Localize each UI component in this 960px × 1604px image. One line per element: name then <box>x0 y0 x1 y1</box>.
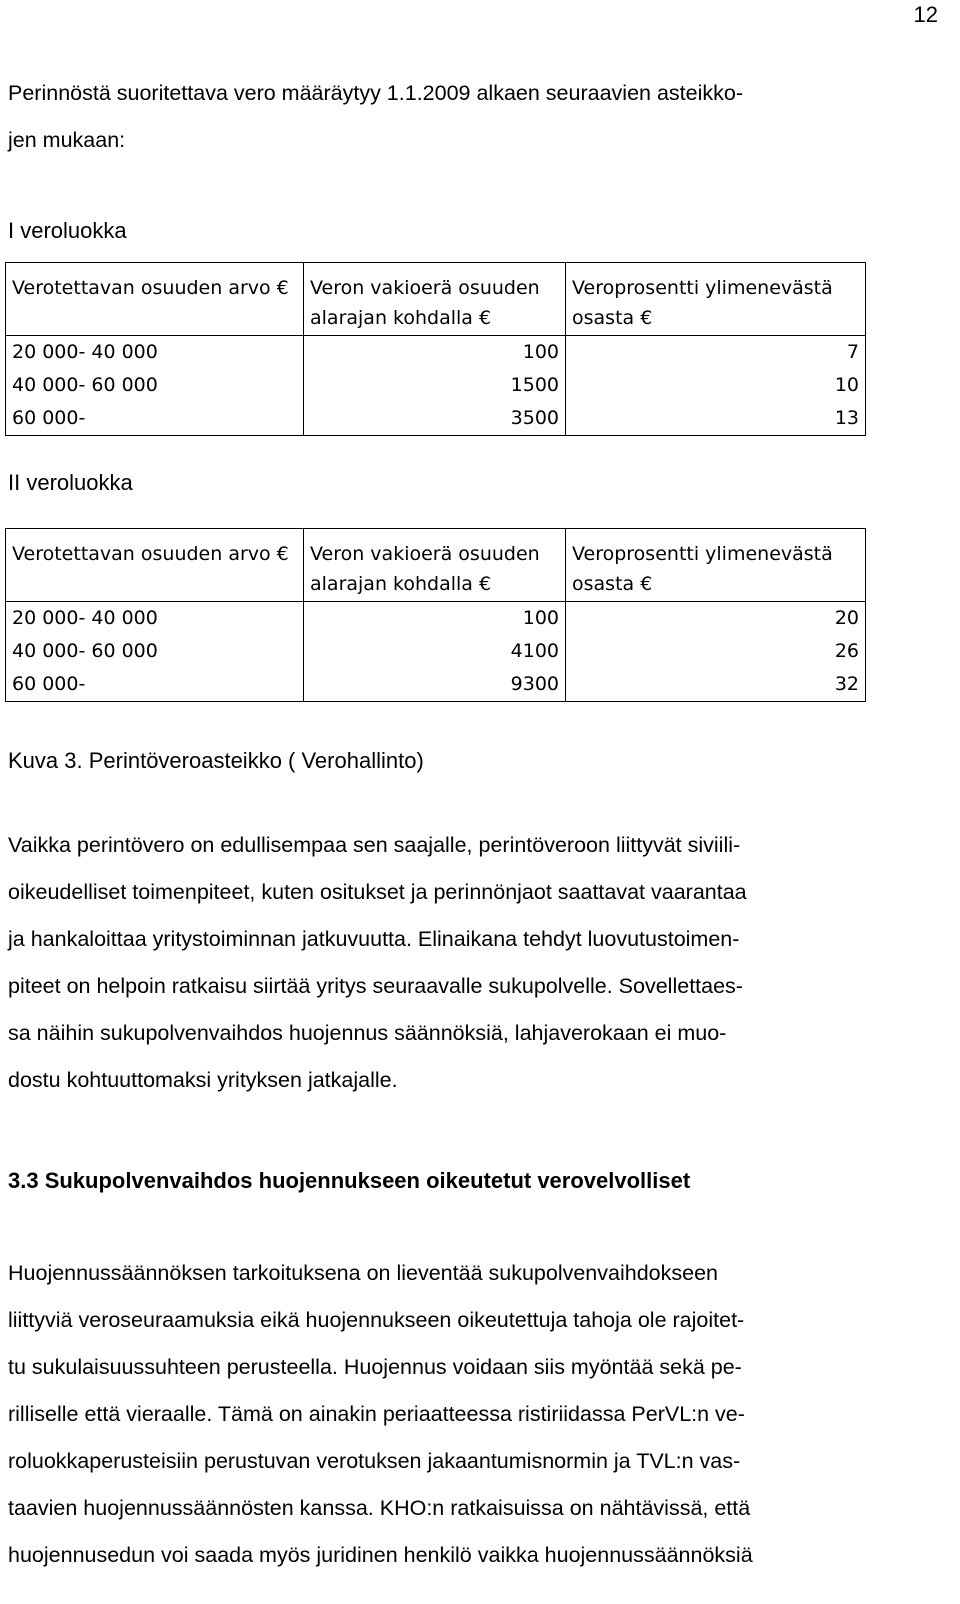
text-line: sa näihin sukupolvenvaihdos huojennus säännöksiä, lahjaverokaan ei muo- <box>8 1021 727 1045</box>
text-line: Vaikka perintövero on edullisempaa sen saajalle, perintöveroon liittyvät siviili- <box>8 833 741 857</box>
cell-rate: 10 <box>566 369 866 402</box>
table-header-row <box>6 529 866 602</box>
cell-base-tax: 1500 <box>304 369 566 402</box>
cell-base-tax: 9300 <box>304 668 566 702</box>
text-line: Perinnöstä suoritettava vero määräytyy 1.1.2009 alkaen seuraavien asteikko- <box>8 81 743 105</box>
tax-class-2-label: II veroluokka <box>8 470 133 495</box>
cell-range: 40 000- 60 000 <box>6 369 304 402</box>
text-line: dostu kohtuuttomaksi yrityksen jatkajalle. <box>8 1068 398 1092</box>
figure-caption: Kuva 3. Perintöveroasteikko ( Verohallinto) <box>8 748 424 773</box>
text-line: piteet on helpoin ratkaisu siirtää yritys seuraavalle sukupolvelle. Sovellettaes- <box>8 974 743 998</box>
intro-paragraph <box>8 70 953 164</box>
cell-base-tax: 4100 <box>304 635 566 668</box>
cell-range: 60 000- <box>6 668 304 702</box>
cell-rate: 32 <box>566 668 866 702</box>
cell-rate: 13 <box>566 402 866 436</box>
table-row <box>6 336 866 370</box>
table-row <box>6 602 866 636</box>
text-line: ja hankaloittaa yritystoiminnan jatkuvuutta. Elinaikana tehdyt luovutustoimen- <box>8 927 740 951</box>
text-line: liittyviä veroseuraamuksia eikä huojennukseen oikeutettuja tahoja ole rajoitet- <box>8 1308 745 1332</box>
cell-rate: 26 <box>566 635 866 668</box>
table-row <box>6 668 866 702</box>
cell-range: 20 000- 40 000 <box>6 336 304 370</box>
body-paragraph-2 <box>8 1250 953 1579</box>
text-line: roluokkaperusteisiin perustuvan verotuksen jakaantumisnormin ja TVL:n vas- <box>8 1449 741 1473</box>
text-line: huojennusedun voi saada myös juridinen henkilö vaikka huojennussäännöksiä <box>8 1543 753 1567</box>
text-line: tu sukulaisuussuhteen perusteella. Huojennus voidaan siis myöntää sekä pe- <box>8 1355 742 1379</box>
column-header-value: Verotettavan osuuden arvo € <box>6 529 304 602</box>
tax-class-2-table <box>5 528 866 702</box>
column-header-rate: Veroprosentti ylimenevästä osasta € <box>566 529 866 602</box>
table-row <box>6 369 866 402</box>
text-line: rilliselle että vieraalle. Tämä on ainakin periaatteessa ristiriidassa PerVL:n ve- <box>8 1402 745 1426</box>
column-header-value: Verotettavan osuuden arvo € <box>6 263 304 336</box>
table-row <box>6 635 866 668</box>
tax-class-1-table <box>5 262 866 436</box>
text-line: jen mukaan: <box>8 128 126 152</box>
cell-base-tax: 100 <box>304 602 566 636</box>
text-line: taavien huojennussäännösten kanssa. KHO:n ratkaisuissa on nähtävissä, että <box>8 1496 751 1520</box>
table-row <box>6 402 866 436</box>
cell-range: 60 000- <box>6 402 304 436</box>
cell-base-tax: 100 <box>304 336 566 370</box>
column-header-rate: Veroprosentti ylimenevästä osasta € <box>566 263 866 336</box>
table-header-row <box>6 263 866 336</box>
column-header-base-tax: Veron vakioerä osuuden alarajan kohdalla € <box>304 529 566 602</box>
body-paragraph-1 <box>8 822 953 1104</box>
cell-range: 20 000- 40 000 <box>6 602 304 636</box>
text-line: Huojennussäännöksen tarkoituksena on lieventää sukupolvenvaihdokseen <box>8 1261 718 1285</box>
cell-base-tax: 3500 <box>304 402 566 436</box>
text-line: oikeudelliset toimenpiteet, kuten ositukset ja perinnönjaot saattavat vaarantaa <box>8 880 747 904</box>
cell-rate: 7 <box>566 336 866 370</box>
cell-rate: 20 <box>566 602 866 636</box>
column-header-base-tax: Veron vakioerä osuuden alarajan kohdalla € <box>304 263 566 336</box>
cell-range: 40 000- 60 000 <box>6 635 304 668</box>
tax-class-1-label: I veroluokka <box>8 218 127 243</box>
page-number: 12 <box>913 2 938 27</box>
section-heading: 3.3 Sukupolvenvaihdos huojennukseen oikeutetut verovelvolliset <box>8 1168 691 1193</box>
